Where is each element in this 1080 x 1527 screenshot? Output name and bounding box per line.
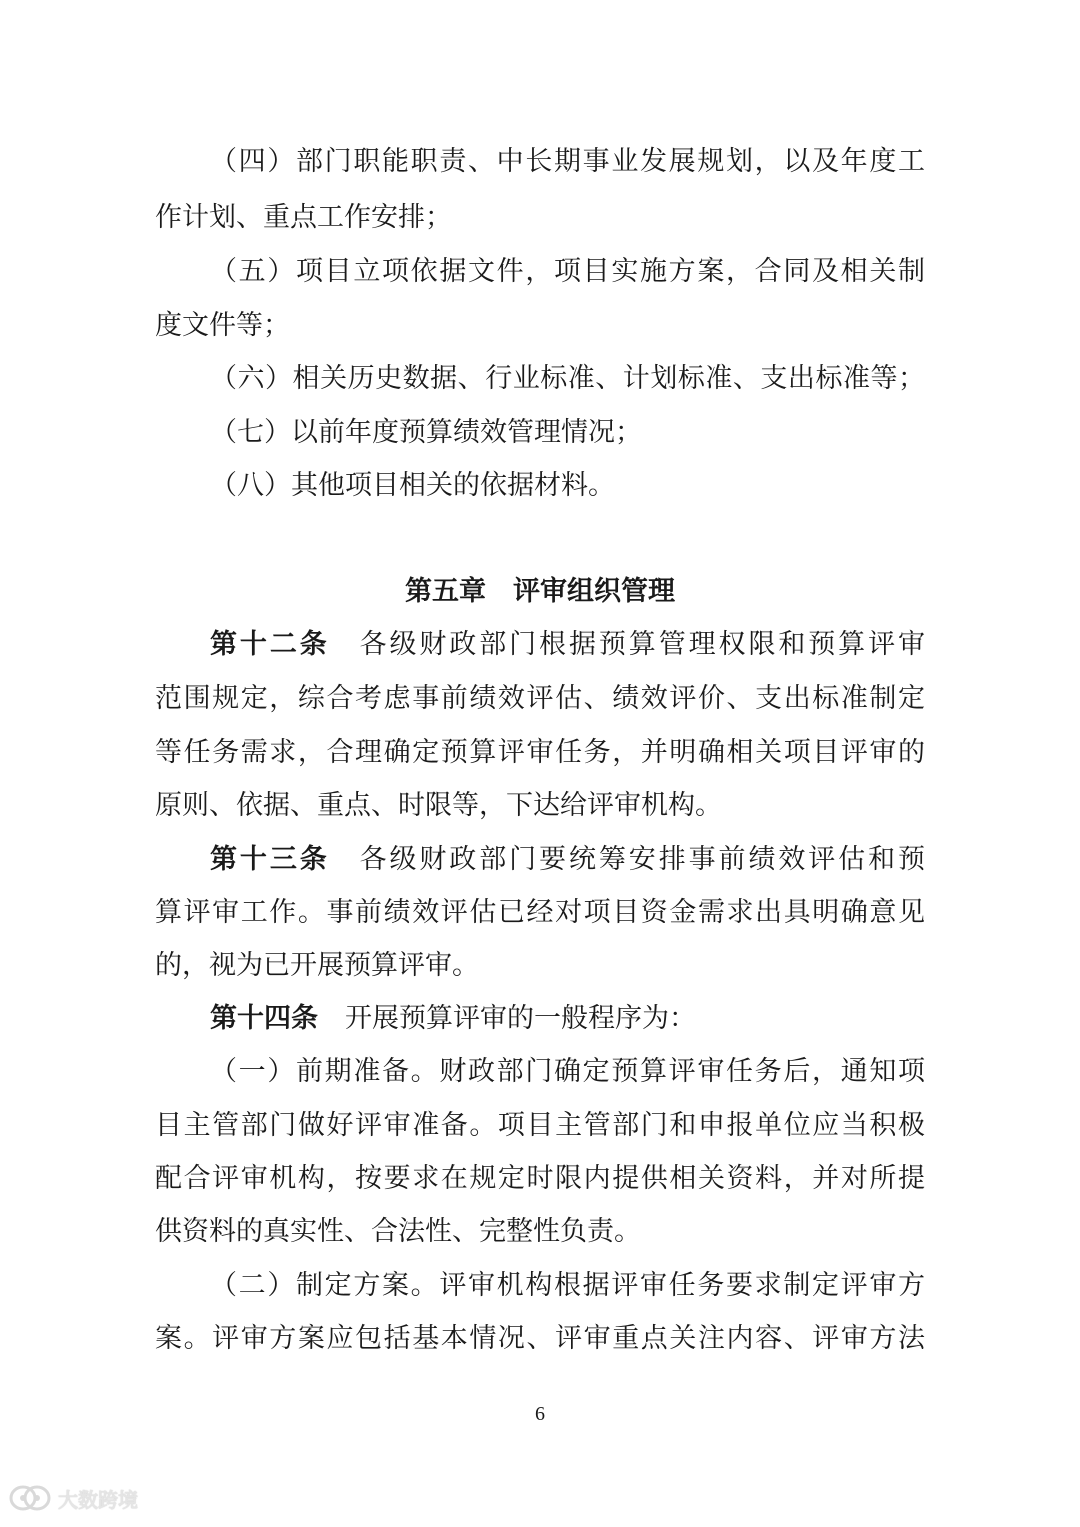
item-4-line-2: 作计划、重点工作安排； [155, 202, 452, 233]
article-12-line-1 [210, 625, 925, 665]
article-13-line-2: 算评审工作。事前绩效评估已经对项目资金需求出具明确意见 [155, 897, 925, 928]
item-7-line: （七）以前年度预算绩效管理情况； [210, 417, 642, 448]
article-12-line-3: 等任务需求，合理确定预算评审任务，并明确相关项目评审的 [155, 737, 925, 768]
item-5-line-2: 度文件等； [155, 310, 290, 341]
watermark-text: 大数跨境 [58, 1487, 138, 1512]
article-13-lead: 第十三条 [210, 844, 330, 875]
article-14-item-1-line-1: （一）前期准备。财政部门确定预算评审任务后，通知项 [210, 1056, 925, 1087]
article-12-lead: 第十二条 [210, 629, 330, 660]
item-4-line-1: （四）部门职能职责、中长期事业发展规划，以及年度工 [210, 146, 925, 177]
chapter-title: 第五章 评审组织管理 [405, 576, 675, 607]
item-5-line-1: （五）项目立项依据文件，项目实施方案，合同及相关制 [210, 256, 925, 287]
item-6-line: （六）相关历史数据、行业标准、计划标准、支出标准等； [210, 363, 925, 394]
article-14-item-1-line-4: 供资料的真实性、合法性、完整性负责。 [155, 1216, 641, 1247]
article-14-item-2-line-2: 案。评审方案应包括基本情况、评审重点关注内容、评审方法 [155, 1323, 925, 1354]
article-14-text-1: 开展预算评审的一般程序为： [318, 1003, 696, 1034]
article-14-lead: 第十四条 [210, 1003, 318, 1034]
article-12-line-2: 范围规定，综合考虑事前绩效评估、绩效评价、支出标准制定 [155, 683, 925, 714]
page-number: 6 [535, 1403, 545, 1425]
article-13-text-1: 各级财政部门要统筹安排事前绩效评估和预 [329, 844, 925, 875]
article-13-line-1 [210, 840, 925, 880]
article-14-line-1 [210, 999, 925, 1039]
article-13-line-3: 的，视为已开展预算评审。 [155, 950, 479, 981]
article-14-item-1-line-2: 目主管部门做好评审准备。项目主管部门和申报单位应当积极 [155, 1110, 925, 1141]
article-14-item-1-line-3: 配合评审机构，按要求在规定时限内提供相关资料，并对所提 [155, 1163, 925, 1194]
article-12-line-4: 原则、依据、重点、时限等，下达给评审机构。 [155, 790, 722, 821]
article-14-item-2-line-1: （二）制定方案。评审机构根据评审任务要求制定评审方 [210, 1270, 925, 1301]
watermark-logo-icon [8, 1483, 52, 1513]
item-8-line: （八）其他项目相关的依据材料。 [210, 470, 615, 501]
article-12-text-1: 各级财政部门根据预算管理权限和预算评审 [329, 629, 925, 660]
watermark [8, 1478, 138, 1518]
